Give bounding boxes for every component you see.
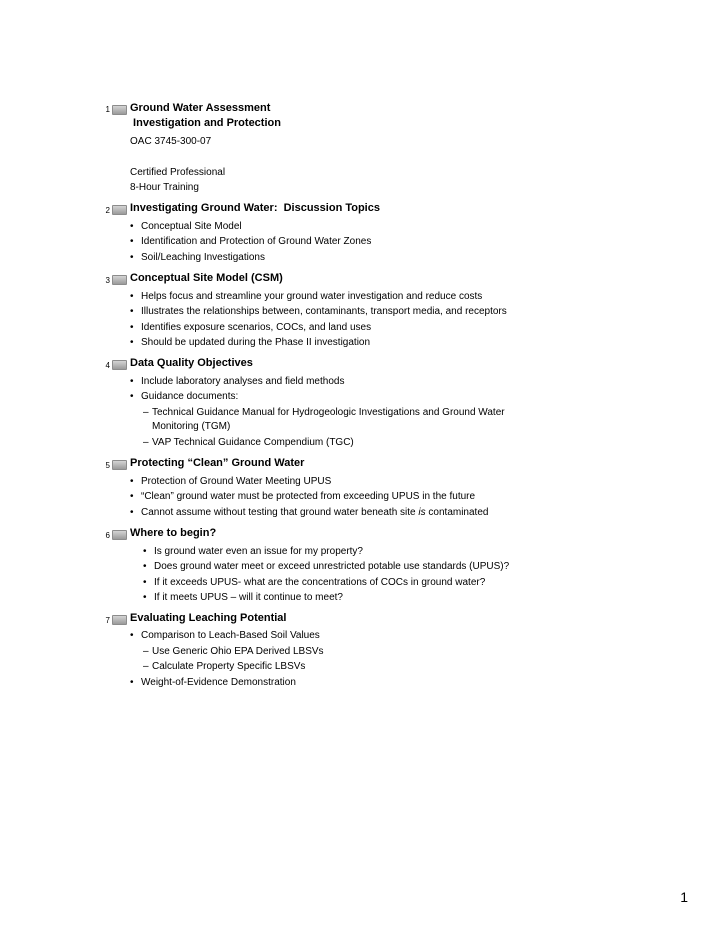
sub-bullet-item: – VAP Technical Guidance Compendium (TGC)	[143, 437, 354, 448]
bullet-item: • “Clean” ground water must be protected from exceeding UPUS in the future	[130, 491, 475, 502]
slide-title: Evaluating Leaching Potential	[130, 612, 287, 624]
slide-number: 6	[105, 531, 110, 540]
bullet-item: • Helps focus and streamline your ground water investigation and reduce costs	[130, 291, 482, 302]
bullet-item: • Identification and Protection of Ground Water Zones	[130, 236, 371, 247]
slide-thumbnail-icon	[112, 460, 127, 470]
bullet-item: • Does ground water meet or exceed unrestricted potable use standards (UPUS)?	[143, 561, 509, 572]
slide-thumbnail-icon	[112, 530, 127, 540]
slide-title: Investigating Ground Water: Discussion Topics	[130, 202, 380, 214]
slide-title: Ground Water Assessment	[130, 102, 271, 114]
bullet-item: • Include laboratory analyses and field methods	[130, 376, 344, 387]
sub-bullet-item: – Technical Guidance Manual for Hydrogeologic Investigations and Ground Water	[143, 407, 505, 418]
page-number: 1	[680, 889, 688, 905]
slide-title: Where to begin?	[130, 527, 217, 539]
bullet-item: • Soil/Leaching Investigations	[130, 252, 265, 263]
sub-bullet-item: – Calculate Property Specific LBSVs	[143, 661, 305, 672]
slide-number: 7	[105, 616, 110, 625]
bullet-item: • If it meets UPUS – will it continue to meet?	[143, 592, 343, 603]
bullet-item	[130, 507, 488, 518]
slide-thumbnail-icon	[112, 360, 127, 370]
bullet-item: • If it exceeds UPUS- what are the concentrations of COCs in ground water?	[143, 577, 485, 588]
slide-thumbnail-icon	[112, 205, 127, 215]
bullet-item: • Should be updated during the Phase II investigation	[130, 337, 370, 348]
slide-title-line2: Investigation and Protection	[130, 117, 281, 129]
slide-number: 1	[105, 105, 110, 114]
slide-thumbnail-icon	[112, 275, 127, 285]
bullet-emphasis: is	[418, 507, 426, 518]
sub-bullet-continuation: Monitoring (TGM)	[152, 421, 231, 432]
bullet-item: • Illustrates the relationships between, contaminants, transport media, and receptors	[130, 306, 507, 317]
slide-thumbnail-icon	[112, 615, 127, 625]
slide-number: 5	[105, 461, 110, 470]
bullet-item: • Comparison to Leach-Based Soil Values	[130, 630, 320, 641]
bullet-item: • Protection of Ground Water Meeting UPUS	[130, 476, 331, 487]
slide-title: Data Quality Objectives	[130, 357, 253, 369]
text-line: OAC 3745-300-07	[130, 136, 212, 147]
slide-thumbnail-icon	[112, 105, 127, 115]
bullet-text: contaminated	[425, 507, 489, 518]
slide-title: Protecting “Clean” Ground Water	[130, 457, 305, 469]
bullet-item: • Guidance documents:	[130, 391, 238, 402]
bullet-item: • Identifies exposure scenarios, COCs, and land uses	[130, 322, 371, 333]
text-line: 8-Hour Training	[130, 182, 199, 193]
slide-title: Conceptual Site Model (CSM)	[130, 272, 283, 284]
bullet-text: Cannot assume without testing that ground water beneath site	[141, 507, 419, 518]
slide-number: 2	[105, 206, 110, 215]
sub-bullet-item: – Use Generic Ohio EPA Derived LBSVs	[143, 646, 324, 657]
bullet-item: • Weight-of-Evidence Demonstration	[130, 677, 296, 688]
bullet-item: • Is ground water even an issue for my property?	[143, 546, 363, 557]
slide-number: 4	[105, 361, 110, 370]
bullet-item: • Conceptual Site Model	[130, 221, 242, 232]
slide-number: 3	[105, 276, 110, 285]
text-line: Certified Professional	[130, 167, 226, 178]
